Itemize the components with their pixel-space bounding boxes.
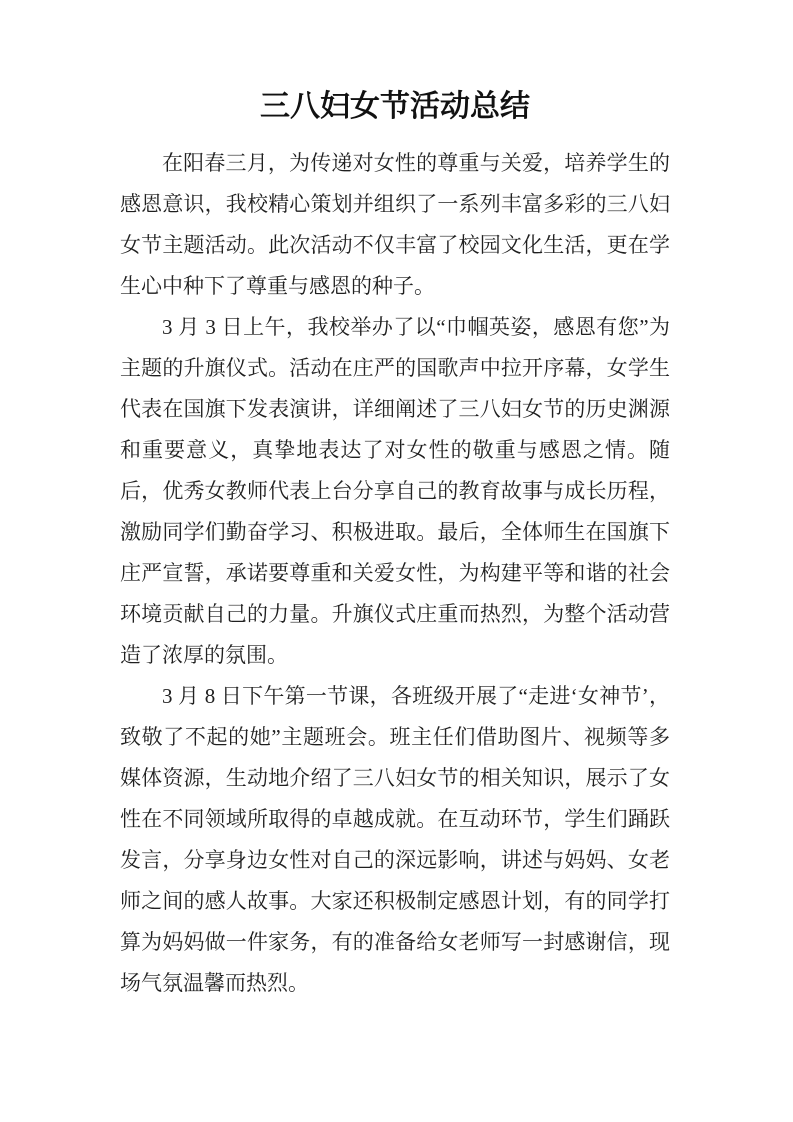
paragraph-class-meeting: 3 月 8 日下午第一节课，各班级开展了“走进‘女神节’，致敬了不起的她”主题班会。班主任们借助图片、视频等多媒体资源，生动地介绍了三八妇女节的相关知识，展示了女性在不同领域所取得的卓越成就。在互动环节，学生们踊跃发言，分享身边女性对自己的深远影响，讲述与妈妈、女老师之间的感人故事。大家还积极制定感恩计划，有的同学打算为妈妈做一件家务，有的准备给女老师写一封感谢信，现场气氛温馨而热烈。: [120, 684, 670, 995]
document-title: 三八妇女节活动总结: [260, 90, 530, 123]
paragraph-flag-ceremony: 3 月 3 日上午，我校举办了以“巾帼英姿，感恩有您”为主题的升旗仪式。活动在庄严的国歌声中拉开序幕，女学生代表在国旗下发表演讲，详细阐述了三八妇女节的历史渊源和重要意义，真挚地表达了对女性的敬重与感恩之情。随后，优秀女教师代表上台分享自己的教育故事与成长历程，激励同学们勤奋学习、积极进取。最后，全体师生在国旗下庄严宣誓，承诺要尊重和关爱女性，为构建平等和谐的社会环境贡献自己的力量。升旗仪式庄重而热烈，为整个活动营造了浓厚的氛围。: [120, 315, 670, 667]
paragraph-intro: 在阳春三月，为传递对女性的尊重与关爱，培养学生的感恩意识，我校精心策划并组织了一系列丰富多彩的三八妇女节主题活动。此次活动不仅丰富了校园文化生活，更在学生心中种下了尊重与感恩的种子。: [120, 151, 670, 298]
